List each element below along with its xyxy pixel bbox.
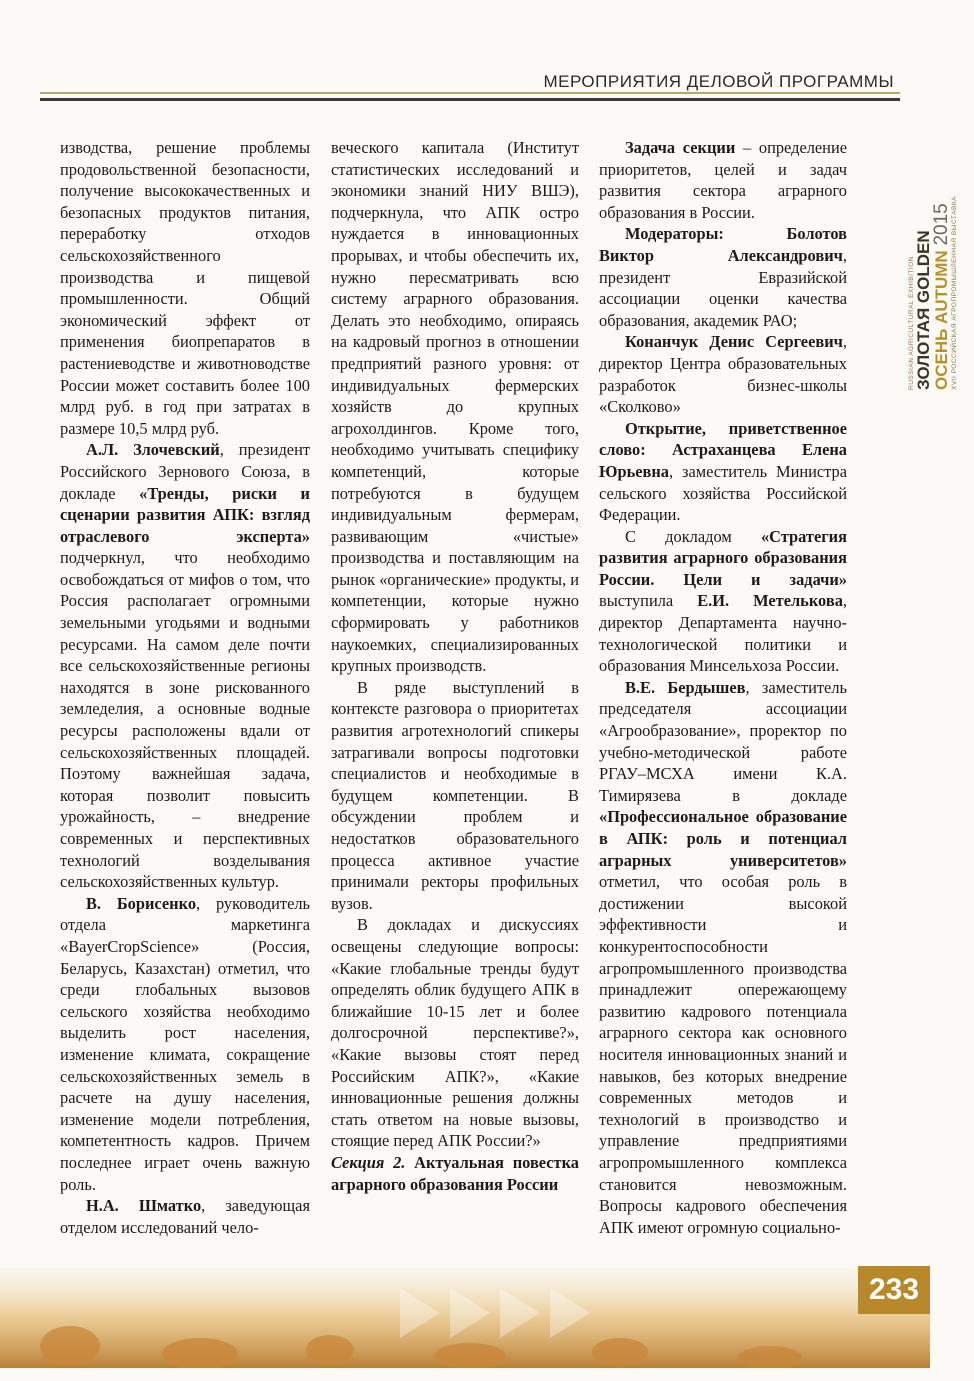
paragraph: В.Е. Бердышев, заместитель председателя ассоциации «Агрообразование», проректор по учебно-методической работе РГАУ–МСХА имени К.А. Тимирязева в докладе «Профессиональное образование в АПК: роль и потенциал аграрных университетов» отметил, что особая роль в достижении высокой эффективности и конкурентоспособности агропромышленного производства принадлежит опережающему развитию кадрового потенциала аграрного сектора как основного носителя инновационных знаний и навыков, без которых внедрение современных методов и технологий в производство и управление предприятиями агропромышленного комплекса становится невозможным. Вопросы кадрового обеспечения АПК имеют огромную социально- [599,677,847,1237]
paragraph: В ряде выступлений в контексте разговора о приоритетах развития агротехнологий спикеры затрагивали вопросы подготовки специалистов и необходимые в будущем компетенции. В обсуждении проблем и недостатков образовательного процесса активное участие принимали ректоры профильных вузов. [331,677,579,913]
paragraph: В. Борисенко, руководитель отдела маркетинга «BayerCropScience» (Россия, Беларусь, Казахстан) отметил, что среди глобальных вызовов сельского хозяйства необходимо выделить рост населения, изменение климата, сокращение сельскохозяйственных земель в расчете на душу населения, изменение модели потребления, компетентность кадров. Причем последнее играет очень важную роль. [60,893,310,1194]
header-accent-rule [40,92,900,94]
speaker-name: А.Л. Злочевский [86,440,220,460]
page-header [0,0,974,100]
text-column-1 [60,137,310,1238]
paragraph: Н.А. Шматко, заведующая отделом исследований чело- [60,1196,310,1237]
text-column-3 [599,137,847,1238]
header-rule [40,98,900,101]
speaker-name: Е.И. Метелькова [697,591,843,611]
paragraph: Открытие, приветственное слово: Астраханцева Елена Юрьевна, заместитель Министра сельского хозяйства Российской Федерации. [599,418,847,525]
logo-small-top: RUSSIAN AGRICULTURAL EXHIBITION [908,256,915,390]
footer-field-image [0,1268,930,1368]
paragraph: изводства, решение проблемы продовольственной безопасности, получение высококачественных и безопасных продуктов питания, переработку отходов сельскохозяйственного производства и пищевой промышленности. Общий экономический эффект от применения биопрепаратов в растениеводстве и животноводстве России может составить более 100 млрд руб. в год при затратах в размере 10,5 млрд руб. [60,138,310,438]
text-column-2 [331,137,579,1195]
paragraph: С докладом «Стратегия развития аграрного образования России. Цели и задачи» выступила Е.И. Метелькова, директор Департамента научно-технологической политики и образования Минсельхоза России. [599,526,847,676]
logo-year: 2015 [931,203,952,246]
page-number: 233 [858,1266,930,1314]
speaker-name: Н.А. Шматко [86,1196,202,1216]
logo-line-1: ЗОЛОТАЯ GOLDEN [914,230,933,390]
paragraph: А.Л. Злочевский, президент Российского Зернового Союза, в докладе «Тренды, риски и сценарии развития АПК: взгляд отраслевого эксперта» подчеркнул, что необходимо освобождаться от мифов о том, что Россия располагает огромными земельными угодьями и водными ресурсами. На самом деле почти все сельскохозяйственные регионы находятся в зоне рискованного земледелия, а основные водные ресурсы расположены вдали от сельскохозяйственных площадей. Поэтому важнейшая задача, которая позволит повысить урожайность, – внедрение современных и перспективных технологий возделывания сельскохозяйственных культур. [60,440,311,892]
report-title: «Стратегия развития аграрного образования России. Цели и задачи» [599,526,847,589]
speaker-name: В. Борисенко [86,893,197,913]
paragraph: Задача секции – определение приоритетов, целей и задач развития сектора аграрного образования в России. [599,138,847,222]
paragraph: веческого капитала (Институт статистических исследований и экономики знаний НИУ ВШЭ), подчеркнула, что АПК остро нуждается в инновационных прорывах, и чтобы обеспечить их, нужно пересматривать всю систему аграрного образования. Делать это необходимо, опираясь на кадровый прогноз в отношении предприятий разного уровня: от индивидуальных фермерских хозяйств до крупных агрохолдингов. Кроме того, необходимо учитывать специфику компетенций, которые потребуются в будущем индивидуальным фермерам, развивающим «чистые» производства и поставляющим на рынок «органические» продукты, и компетенции, которые нужно сформировать у работников наукоемких, специализированных крупных производств. [331,138,579,676]
paragraph: Конанчук Денис Сергеевич, директор Центра образовательных разработок бизнес-школы «Сколково» [599,332,847,417]
section-title: МЕРОПРИЯТИЯ ДЕЛОВОЙ ПРОГРАММЫ [543,72,894,91]
report-title: «Тренды, риски и сценарии развития АПК: взгляд отраслевого эксперта» [60,483,310,546]
paragraph: В докладах и дискуссиях освещены следующие вопросы: «Какие глобальные тренды будут определять облик будущего АПК в ближайшие 10-15 лет и более долгосрочной перспективе?», «Какие вызовы стоят перед Российским АПК?», «Какие инновационные решения должны стать ответом на новые вызовы, стоящие перед АПК России?» [331,915,579,1151]
paragraph: Модераторы: Болотов Виктор Александрович, президент Евразийской ассоциации оценки качества образования, академик РАО; [599,224,847,330]
exhibition-logo [850,100,958,390]
logo-small-bottom: XVII РОССИЙСКАЯ АГРОПРОМЫШЛЕННАЯ ВЫСТАВКА [951,196,958,390]
speaker-name: В.Е. Бердышев [625,677,746,697]
logo-line-2: ОСЕНЬ AUTUMN 2015 [931,203,952,390]
report-title: «Профессиональное образование в АПК: роль и потенциал аграрных университетов» [599,807,847,870]
section-heading: Секция 2. Актуальная повестка аграрного образования России [331,1152,579,1194]
